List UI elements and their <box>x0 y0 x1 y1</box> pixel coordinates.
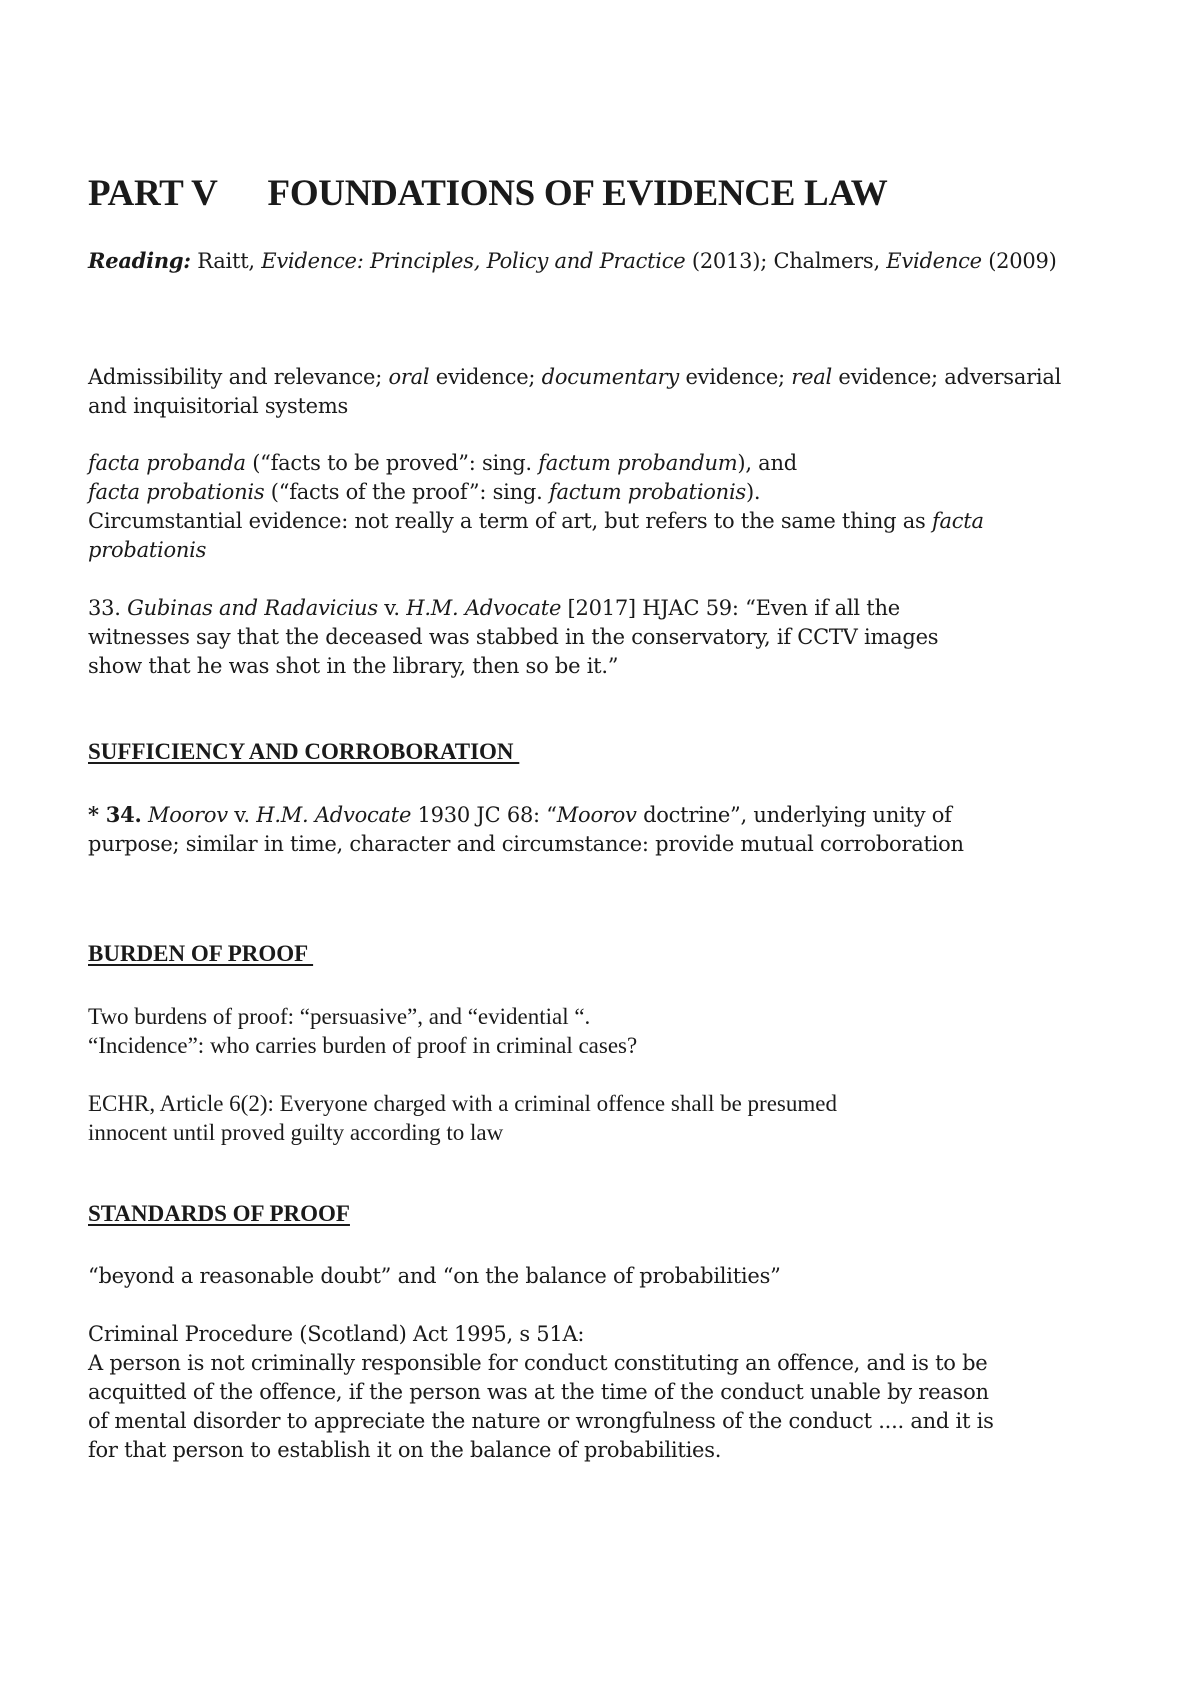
text: for that person to establish it on the balance of probabilities. <box>88 1438 722 1462</box>
term: probationis <box>88 538 207 562</box>
text: oral <box>388 365 430 389</box>
text: v. <box>377 596 407 620</box>
case-party: Moorov <box>148 803 228 827</box>
reading-book-title: Evidence: Principles, Policy and Practice <box>261 249 686 273</box>
text: ), and <box>737 451 797 475</box>
text: 1930 JC 68: “ <box>411 803 557 827</box>
text: “Incidence”: who carries burden of proof in criminal cases? <box>88 1033 638 1058</box>
text: innocent until proved guilty according to law <box>88 1120 504 1145</box>
text: Two burdens of proof: “persuasive”, and “evidential “. <box>88 1004 591 1029</box>
part-name: FOUNDATIONS OF EVIDENCE LAW <box>267 173 888 214</box>
text: of mental disorder to appreciate the nature or wrongfulness of the conduct .... and it is <box>88 1409 994 1433</box>
text: and inquisitorial systems <box>88 394 349 418</box>
term: facta probanda <box>88 451 246 475</box>
text: (“facts of the proof”: sing. <box>264 480 549 504</box>
reading-list <box>88 246 1128 276</box>
burden-paragraph <box>88 1002 1128 1060</box>
text: A person is not criminally responsible for conduct constituting an offence, and is to be <box>88 1351 988 1375</box>
reading-text: (2009) <box>981 249 1057 273</box>
text: evidence; adversarial <box>832 365 1062 389</box>
case-party: Gubinas and Radavicius <box>127 596 378 620</box>
statute-citation: Criminal Procedure (Scotland) Act 1995, s 51A: <box>88 1322 585 1346</box>
text: v. <box>227 803 257 827</box>
text: [2017] HJAC 59: “Even if all the <box>561 596 900 620</box>
reading-book-title: Evidence <box>886 249 982 273</box>
text: purpose; similar in time, character and circumstance: provide mutual corroboration <box>88 832 964 856</box>
echr-paragraph <box>88 1089 1128 1147</box>
text: ). <box>745 480 761 504</box>
intro-paragraph <box>88 363 1128 421</box>
case-number: 33. <box>88 596 121 620</box>
text: witnesses say that the deceased was stabbed in the conservatory, if CCTV images <box>88 625 939 649</box>
term: factum probationis <box>548 480 746 504</box>
reading-text: Raitt, <box>190 249 262 273</box>
heading-burden: BURDEN OF PROOF <box>88 941 314 966</box>
heading-sufficiency: SUFFICIENCY AND CORROBORATION <box>88 739 520 764</box>
text: show that he was shot in the library, then so be it.” <box>88 654 619 678</box>
text: doctrine”, underlying unity of <box>636 803 952 827</box>
text: Admissibility and relevance; <box>88 365 389 389</box>
case-33 <box>88 594 1128 681</box>
text: documentary <box>541 365 680 389</box>
text: Circumstantial evidence: not really a term of art, but refers to the same thing as <box>88 509 932 533</box>
term: facta <box>931 509 984 533</box>
text: evidence; <box>429 365 542 389</box>
case-party: H.M. Advocate <box>256 803 412 827</box>
statute-paragraph <box>88 1320 1128 1465</box>
reading-text: (2013); Chalmers, <box>685 249 887 273</box>
facta-paragraph <box>88 449 1128 565</box>
text: ECHR, Article 6(2): Everyone charged with a criminal offence shall be presumed <box>88 1091 837 1116</box>
part-number: PART V <box>88 173 218 214</box>
standards-paragraph <box>88 1262 1128 1291</box>
text: real <box>791 365 832 389</box>
term: factum probandum <box>538 451 738 475</box>
reading-label: Reading: <box>88 248 191 273</box>
text: “beyond a reasonable doubt” and “on the balance of probabilities” <box>88 1264 781 1288</box>
case-number: * 34. <box>88 802 142 827</box>
text: evidence; <box>679 365 792 389</box>
heading-standards: STANDARDS OF PROOF <box>88 1201 350 1226</box>
case-34 <box>88 800 1128 859</box>
term: Moorov <box>556 803 637 827</box>
page-title <box>88 172 887 215</box>
text: (“facts to be proved”: sing. <box>245 451 539 475</box>
case-party: H.M. Advocate <box>406 596 562 620</box>
term: facta probationis <box>88 480 265 504</box>
text: acquitted of the offence, if the person was at the time of the conduct unable by reason <box>88 1380 989 1404</box>
